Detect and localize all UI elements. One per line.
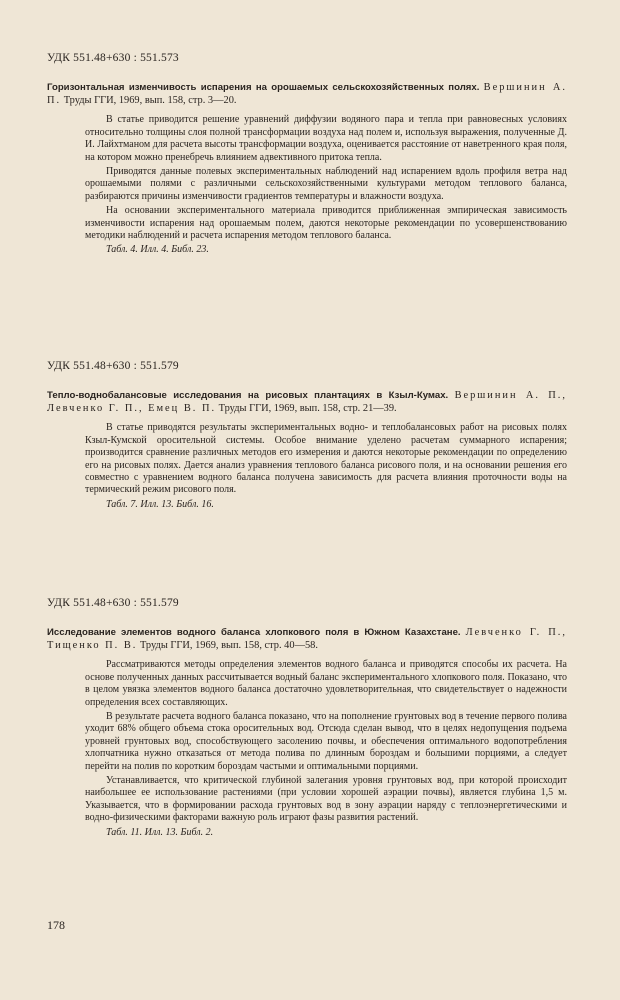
abstract-body <box>85 422 567 511</box>
abstract-paragraph: Приводятся данные полевых экспериментальных наблюдений над испарением вдоль профиля ветра над орошаемыми полями с различными сельскохозяйственными культурами методом теплового баланса, разбираются причины изменчивости градиентов температуры и влажности воздуха. <box>85 166 567 202</box>
article-title: Тепло-воднобалансовые исследования на рисовых плантациях в Кзыл-Кумах. <box>47 390 449 401</box>
abstract-paragraph: В статье приводится решение уравнений диффузии водяного пара и тепла при равновесных условиях относительно толщины слоя полной трансформации воздуха над полем и, используя выражения, полученные Д. И. Лайхтманом для расчета высоты трансформации воздуха, оценивается расстояние от наветренного края поля, на котором можно пренебречь влиянием адвективного притока тепла. <box>85 114 567 163</box>
source: Труды ГГИ, 1969, вып. 158, стр. 40—58. <box>139 640 318 652</box>
udk-code: УДК 551.48+630 : 551.579 <box>47 597 179 609</box>
abstract-paragraph: Устанавливается, что критической глубиной залегания уровня грунтовых вод, при которой происходит наибольшее ее использование растениями (при условии хорошей аэрации почвы), является глубина 1,5 м. Указывается, что в формировании расхода грунтовых вод в зону аэрации наряду с теплоэнергетическими и водно-физическими факторами важную роль играют фазы развития растений. <box>85 775 567 824</box>
abstract-body <box>85 659 567 839</box>
article-title: Исследование элементов водного баланса хлопкового поля в Южном Казахстане. <box>47 627 461 638</box>
tables-figures-refs: Табл. 7. Илл. 13. Библ. 16. <box>106 498 214 510</box>
source: Труды ГГИ, 1969, вып. 158, стр. 21—39. <box>218 403 397 415</box>
abstract-paragraph: На основании экспериментального материала приводится приближенная эмпирическая зависимость изменчивости испарения над орошаемым полем, даются некоторые рекомендации по усовершенствованию методики наблюдений и расчета испарения методом теплового баланса. <box>85 205 567 242</box>
entry-heading <box>47 81 567 107</box>
abstract-entry-1 <box>47 52 567 257</box>
entry-heading <box>47 626 567 652</box>
entry-heading <box>47 389 567 415</box>
tables-figures-refs: Табл. 4. Илл. 4. Библ. 23. <box>106 244 209 256</box>
udk-code: УДК 551.48+630 : 551.579 <box>47 360 179 372</box>
abstract-entry-3 <box>47 597 567 839</box>
abstract-body <box>85 114 567 256</box>
authors: Вершинин А. П., Левченко Г. П., Емец В. П. <box>47 390 567 415</box>
udk-code: УДК 551.48+630 : 551.573 <box>47 52 179 64</box>
page-number: 178 <box>47 918 65 932</box>
abstract-entry-2 <box>47 360 567 511</box>
abstract-paragraph: В статье приводятся результаты экспериментальных водно- и теплобалансовых работ на рисовых полях Кзыл-Кумской оросительной системы. Особое внимание уделено расчетам суммарного испарения; производится сравнение различных методов его измерения и даются некоторые рекомендации по определению его на рисовых полях. Дается анализ уравнения теплового баланса рисового поля, и на основании решения его совместно с уравнением водного баланса получена зависимость для расчета влияния проточности воды на термический режим рисового поля. <box>85 422 567 496</box>
abstract-paragraph: В результате расчета водного баланса показано, что на пополнение грунтовых вод в течение первого полива уходит 68% общего объема стока оросительных вод. Отсюда сделан вывод, что в целях недопущения подъема уровней грунтовых вод, способствующего засолению почвы, и обеспечения оптимального водопотребления хлопчатника нужно отказаться от метода полива по длинным бороздам и большими порциями, а следует перейти на полив по коротким бороздам частыми и оптимальными порциями. <box>85 711 567 772</box>
authors: Вершинин А. П. <box>47 82 567 107</box>
abstract-paragraph: Рассматриваются методы определения элементов водного баланса и приводятся способы их расчета. На основе полученных данных рассчитывается водный баланс экспериментального хлопкового поля. Показано, что в целом увязка элементов водного баланса достаточно удовлетворительная, что свидетельствует о надежности определения всех составляющих. <box>85 659 567 708</box>
article-title: Горизонтальная изменчивость испарения на орошаемых сельскохозяйственных полях. <box>47 82 480 93</box>
source: Труды ГГИ, 1969, вып. 158, стр. 3—20. <box>63 95 237 107</box>
tables-figures-refs: Табл. 11. Илл. 13. Библ. 2. <box>106 826 214 838</box>
authors: Левченко Г. П., Тищенко П. В. <box>47 627 567 652</box>
